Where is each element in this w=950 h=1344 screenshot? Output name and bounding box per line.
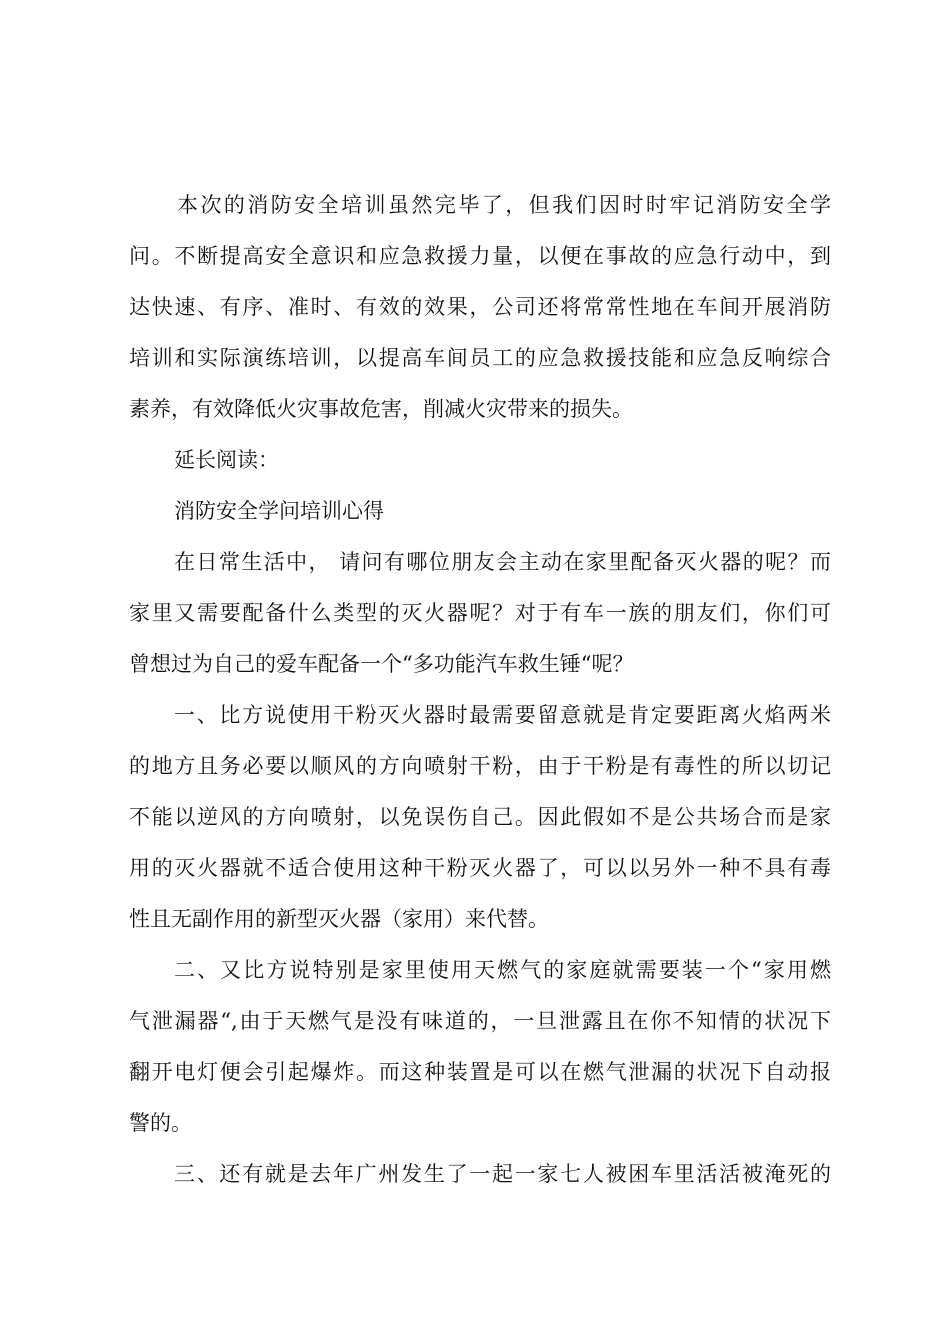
paragraph-line: 一、比方说使用干粉灭火器时最需要留意就是肯定要距离火焰两米	[174, 703, 831, 727]
paragraph-line: 素养，有效降低火灾事故危害，削减火灾带来的损失。	[129, 397, 633, 421]
paragraph-line: 的地方且务必要以顺风的方向喷射干粉，由于干粉是有毒性的所以切记	[129, 754, 831, 778]
paragraph-line: 性且无副作用的新型灭火器（家用）来代替。	[129, 907, 549, 931]
section-title: 消防安全学问培训心得	[174, 499, 384, 523]
paragraph-line: 曾想过为自己的爱车配备一个“多功能汽车救生锤“呢？	[129, 652, 634, 676]
paragraph-line: 问。不断提高安全意识和应急救援力量，以便在事故的应急行动中，到	[129, 244, 831, 268]
paragraph-line: 家里又需要配备什么类型的灭火器呢？对于有车一族的朋友们，你们可	[129, 601, 831, 625]
paragraph-line: 气泄漏器“,由于天燃气是没有味道的，一旦泄露且在你不知情的状况下	[129, 1009, 831, 1033]
paragraph-line: 警的。	[129, 1111, 192, 1135]
paragraph-line: 三、还有就是去年广州发生了一起一家七人被困车里活活被淹死的	[174, 1162, 831, 1186]
paragraph-line: 二、又比方说特别是家里使用天燃气的家庭就需要装一个“家用燃	[174, 958, 831, 982]
paragraph-line: 不能以逆风的方向喷射，以免误伤自己。因此假如不是公共场合而是家	[129, 805, 831, 829]
paragraph-line: 翻开电灯便会引起爆炸。而这种装置是可以在燃气泄漏的状况下自动报	[129, 1060, 831, 1084]
section-label: 延长阅读：	[174, 448, 279, 472]
paragraph-line: 用的灭火器就不适合使用这种干粉灭火器了，可以以另外一种不具有毒	[129, 856, 831, 880]
paragraph-line: 本次的消防安全培训虽然完毕了，但我们因时时牢记消防安全学	[177, 193, 831, 217]
paragraph-line: 达快速、有序、准时、有效的效果，公司还将常常性地在车间开展消防	[129, 295, 831, 319]
paragraph-line: 在日常生活中， 请问有哪位朋友会主动在家里配备灭火器的呢？而	[174, 550, 831, 574]
paragraph-line: 培训和实际演练培训，以提高车间员工的应急救援技能和应急反响综合	[129, 346, 831, 370]
